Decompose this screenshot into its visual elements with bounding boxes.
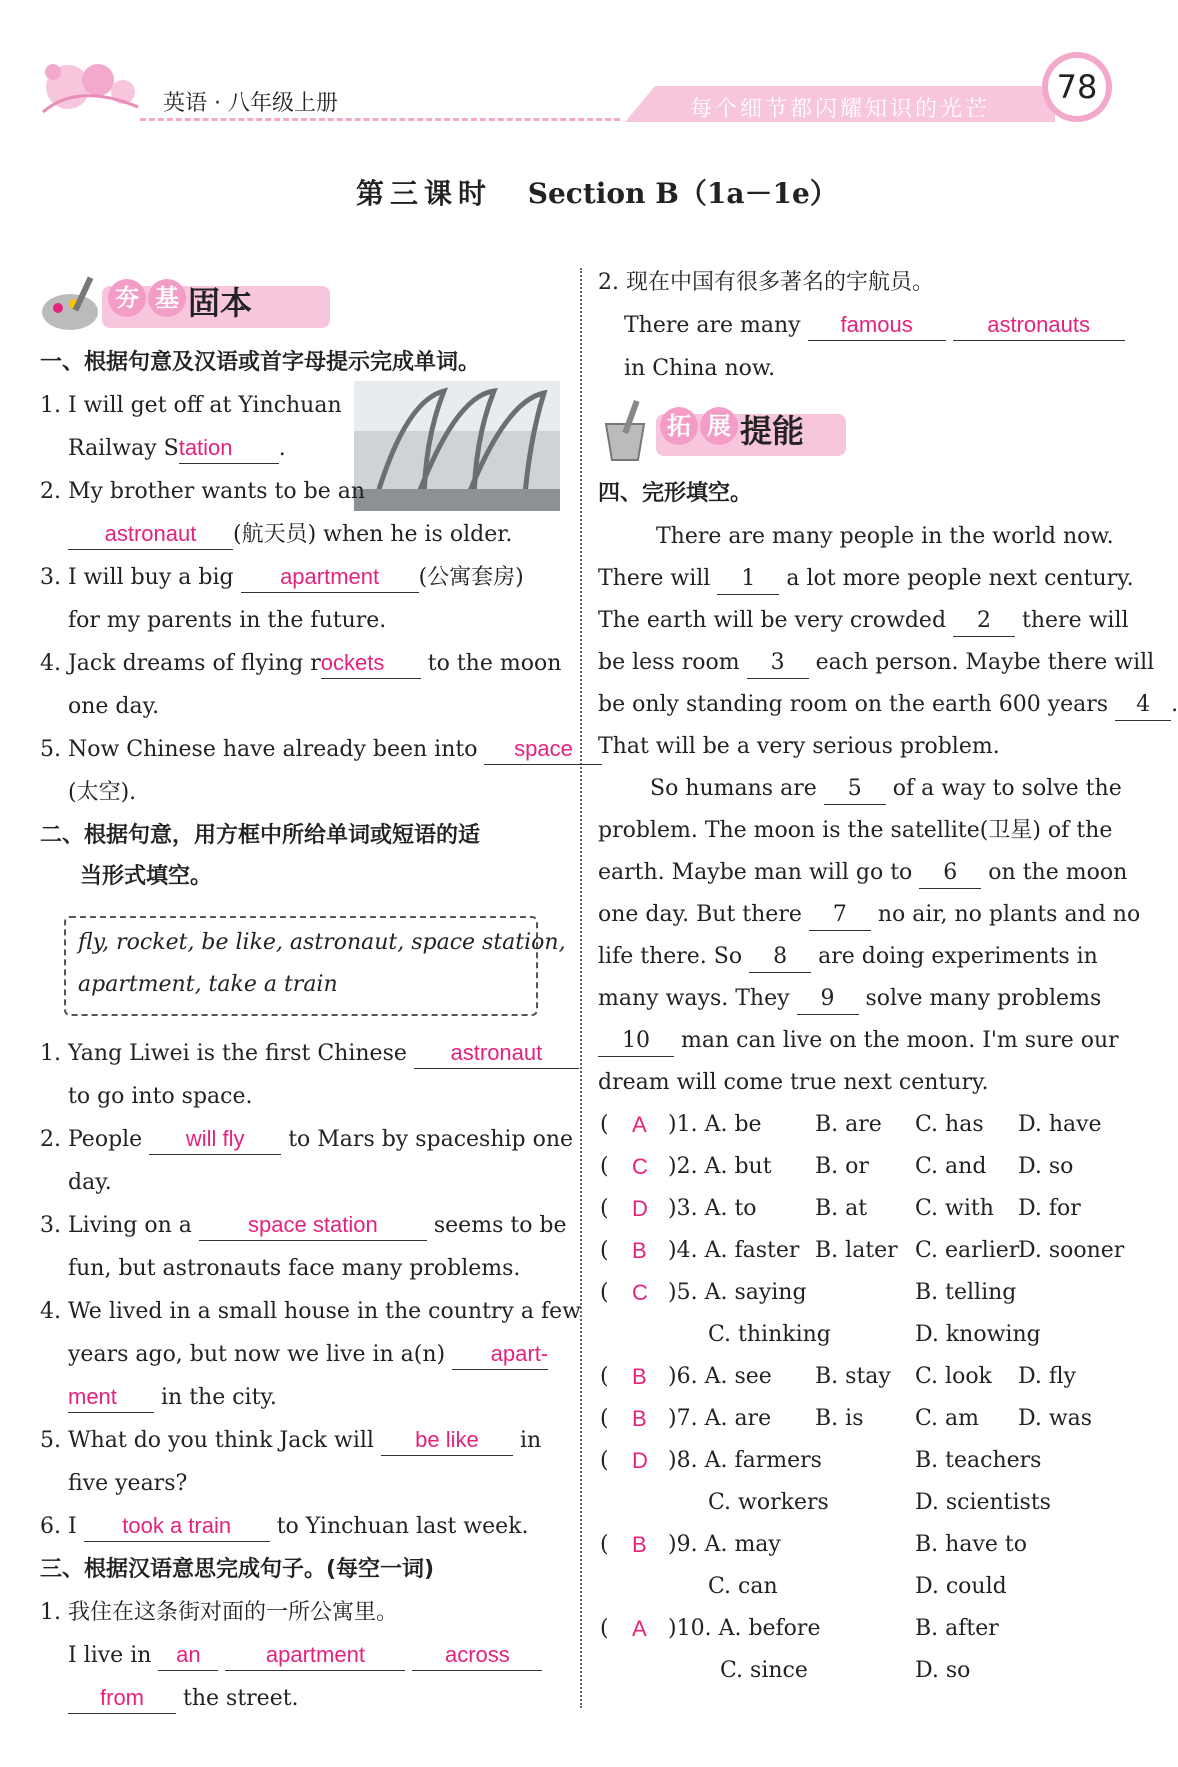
p1-q1-period: . bbox=[278, 436, 286, 461]
cloze-line13 bbox=[598, 1020, 1119, 1062]
choice-stem: )1. A. be bbox=[668, 1112, 762, 1137]
p2-q2-rest: to Mars by spaceship one bbox=[288, 1127, 574, 1152]
book-title: 英语 · 八年级上册 bbox=[163, 91, 338, 116]
cloze-text: many ways. They bbox=[598, 986, 790, 1011]
choice-option-d: D. could bbox=[915, 1574, 1007, 1599]
choice-option-c: C. look bbox=[915, 1364, 992, 1389]
p2-q1-line2: to go into space. bbox=[68, 1084, 253, 1109]
choice-option-d: D. so bbox=[1018, 1154, 1074, 1179]
cloze-line11 bbox=[598, 936, 1098, 978]
railway-station-photo bbox=[354, 381, 560, 511]
cloze-line10 bbox=[598, 894, 1140, 936]
choice-open-paren: ( bbox=[600, 1280, 609, 1305]
cloze-text: a lot more people next century. bbox=[786, 566, 1134, 591]
section-extension-banner bbox=[598, 396, 848, 466]
choice-answer[interactable]: C bbox=[632, 1280, 648, 1305]
choice-option-c: C. with bbox=[915, 1196, 994, 1221]
choice-option-c: C. can bbox=[708, 1574, 778, 1599]
p1-q3-line2: for my parents in the future. bbox=[68, 608, 387, 633]
cloze-text: be less room bbox=[598, 650, 740, 675]
cloze-text: one day. But there bbox=[598, 902, 802, 927]
p1-q4-line1 bbox=[40, 643, 561, 685]
choice-answer[interactable]: D bbox=[632, 1196, 648, 1221]
section-title-foundation: 固本 bbox=[188, 284, 253, 322]
cloze-blank-2[interactable]: 2 bbox=[953, 606, 1015, 637]
p2-q2-prefix: 2. People bbox=[40, 1127, 143, 1152]
choice-option-d: D. for bbox=[1018, 1196, 1081, 1221]
p2-q5-rest: in bbox=[519, 1428, 542, 1453]
cloze-text: life there. So bbox=[598, 944, 743, 969]
choice-option-c: C. and bbox=[915, 1154, 987, 1179]
choice-stem: )9. A. may bbox=[668, 1532, 781, 1557]
p1-q4-rest: to the moon bbox=[427, 651, 562, 676]
lesson-title-en: Section B（1a－1e） bbox=[527, 177, 838, 210]
choice-open-paren: ( bbox=[600, 1238, 609, 1263]
p2-q4-line1: 4. We lived in a small house in the country a few bbox=[40, 1299, 581, 1324]
choice-open-paren: ( bbox=[600, 1448, 609, 1473]
p3-q2-answer1[interactable]: famous bbox=[808, 310, 946, 341]
paint-bucket-icon bbox=[598, 400, 656, 462]
choice-option-d: D. fly bbox=[1018, 1364, 1076, 1389]
choice-option-b: B. have to bbox=[915, 1532, 1027, 1557]
word-box-line1: fly, rocket, be like, astronaut, space station, bbox=[78, 930, 566, 955]
p3-q2-line1 bbox=[624, 305, 1125, 347]
choice-answer[interactable]: A bbox=[632, 1616, 647, 1641]
cloze-text: So humans are bbox=[650, 776, 817, 801]
choice-answer[interactable]: D bbox=[632, 1448, 648, 1473]
p1-q2-line2 bbox=[68, 514, 512, 556]
p2-q5-prefix: 5. What do you think Jack will bbox=[40, 1428, 374, 1453]
p1-q3-answer[interactable]: apartment bbox=[241, 562, 419, 593]
p2-q4-line3 bbox=[68, 1377, 277, 1419]
p2-q1-line1 bbox=[40, 1033, 579, 1075]
p1-q2-line1: 2. My brother wants to be an bbox=[40, 479, 366, 504]
choice-open-paren: ( bbox=[600, 1112, 609, 1137]
p2-q3-line1 bbox=[40, 1205, 567, 1247]
choice-open-paren: ( bbox=[600, 1532, 609, 1557]
cloze-text: The earth will be very crowded bbox=[598, 608, 947, 633]
choice-option-b: B. stay bbox=[815, 1364, 891, 1389]
cloze-line14: dream will come true next century. bbox=[598, 1070, 989, 1095]
choice-answer[interactable]: B bbox=[632, 1238, 647, 1263]
choice-option-b: B. are bbox=[815, 1112, 882, 1137]
choice-option-b: B. at bbox=[815, 1196, 868, 1221]
cloze-text: are doing experiments in bbox=[818, 944, 1098, 969]
choice-answer[interactable]: A bbox=[632, 1112, 647, 1137]
choice-option-d: D. was bbox=[1018, 1406, 1093, 1431]
p2-q6-prefix: 6. I bbox=[40, 1514, 77, 1539]
choice-option-d: D. sooner bbox=[1018, 1238, 1125, 1263]
badge-tuo: 拓 bbox=[660, 407, 698, 445]
p1-q3-hint: (公寓套房) bbox=[418, 565, 524, 590]
p2-q6-rest: to Yinchuan last week. bbox=[276, 1514, 529, 1539]
p2-q3-prefix: 3. Living on a bbox=[40, 1213, 192, 1238]
cloze-text: . bbox=[1171, 692, 1178, 717]
cloze-line7 bbox=[650, 768, 1122, 810]
p1-q5-line1 bbox=[40, 729, 602, 771]
p3-q1-chinese: 1. 我住在这条街对面的一所公寓里。 bbox=[40, 1600, 398, 1625]
p3-q1-answer3[interactable]: across bbox=[412, 1640, 542, 1671]
choice-open-paren: ( bbox=[600, 1406, 609, 1431]
cloze-line2 bbox=[598, 558, 1134, 600]
badge-ji: 基 bbox=[148, 279, 186, 317]
column-divider bbox=[580, 268, 582, 1708]
choice-option-d: D. so bbox=[915, 1658, 971, 1683]
cloze-text: of a way to solve the bbox=[892, 776, 1122, 801]
p2-q5-line1 bbox=[40, 1420, 541, 1462]
cloze-blank-10[interactable]: 10 bbox=[598, 1026, 674, 1057]
cloze-line4 bbox=[598, 642, 1154, 684]
p1-q1-line2 bbox=[68, 428, 286, 470]
choice-option-b: B. or bbox=[815, 1154, 869, 1179]
cloze-blank-8[interactable]: 8 bbox=[749, 942, 811, 973]
section-foundation-banner bbox=[40, 268, 292, 338]
choice-option-b: B. after bbox=[915, 1616, 999, 1641]
cloze-blank-6[interactable]: 6 bbox=[919, 858, 981, 889]
cloze-blank-9[interactable]: 9 bbox=[797, 984, 859, 1015]
part1-heading: 一、根据句意及汉语或首字母提示完成单词。 bbox=[40, 350, 481, 375]
p1-q1-answer[interactable]: tation bbox=[179, 433, 279, 464]
cloze-blank-7[interactable]: 7 bbox=[809, 900, 871, 931]
section-title-extension: 提能 bbox=[740, 412, 805, 450]
page-number: 78 bbox=[1048, 58, 1106, 116]
choice-option-b: B. telling bbox=[915, 1280, 1017, 1305]
floral-ornament-icon bbox=[38, 52, 148, 122]
p3-q1-answer2[interactable]: apartment bbox=[225, 1640, 405, 1671]
choice-option-c: C. since bbox=[720, 1658, 808, 1683]
header bbox=[0, 0, 1160, 140]
cloze-line5 bbox=[598, 684, 1178, 726]
p1-q4-prefix: 4. Jack dreams of flying r bbox=[40, 651, 321, 676]
cloze-blank-4[interactable]: 4 bbox=[1115, 690, 1171, 721]
lesson-title bbox=[356, 172, 838, 212]
cloze-line6: That will be a very serious problem. bbox=[598, 734, 1000, 759]
word-box-line2: apartment, take a train bbox=[78, 972, 338, 997]
p2-q6-line1 bbox=[40, 1506, 529, 1548]
p3-q2-line2: in China now. bbox=[624, 356, 776, 381]
header-motto: 每个细节都闪耀知识的光芒 bbox=[690, 97, 991, 122]
badge-zhan: 展 bbox=[700, 407, 738, 445]
cloze-text: each person. Maybe there will bbox=[815, 650, 1155, 675]
badge-hang: 夯 bbox=[108, 279, 146, 317]
lesson-title-cn: 第三课时 bbox=[356, 177, 493, 210]
banner-badges bbox=[108, 278, 252, 324]
cloze-text: earth. Maybe man will go to bbox=[598, 860, 913, 885]
choice-option-b: B. teachers bbox=[915, 1448, 1042, 1473]
choice-stem: )3. A. to bbox=[668, 1196, 757, 1221]
choice-stem: )6. A. see bbox=[668, 1364, 772, 1389]
p1-q5-line2: (太空). bbox=[68, 780, 137, 805]
cloze-blank-5[interactable]: 5 bbox=[824, 774, 886, 805]
choice-option-b: B. is bbox=[815, 1406, 864, 1431]
p1-q1-line1: 1. I will get off at Yinchuan bbox=[40, 393, 342, 418]
choice-stem: )10. A. before bbox=[668, 1616, 821, 1641]
paint-palette-icon bbox=[40, 274, 104, 334]
p1-q2-rest: (航天员) when he is older. bbox=[233, 522, 513, 547]
p2-q1-prefix: 1. Yang Liwei is the first Chinese bbox=[40, 1041, 407, 1066]
choice-answer[interactable]: B bbox=[632, 1532, 647, 1557]
part2-heading-line1: 二、根据句意，用方框中所给单词或短语的适 bbox=[40, 823, 481, 848]
choice-option-d: D. knowing bbox=[915, 1322, 1041, 1347]
header-dashed-line bbox=[140, 118, 620, 121]
p2-q5-line2: five years? bbox=[68, 1471, 188, 1496]
banner-badges bbox=[660, 406, 804, 452]
choice-open-paren: ( bbox=[600, 1616, 609, 1641]
p3-q2-answer2[interactable]: astronauts bbox=[953, 310, 1125, 341]
p3-q2-chinese: 2. 现在中国有很多著名的宇航员。 bbox=[598, 270, 934, 295]
p2-q4-line2 bbox=[68, 1334, 548, 1376]
choice-stem: )8. A. farmers bbox=[668, 1448, 822, 1473]
p2-q2-answer[interactable]: will fly bbox=[149, 1124, 281, 1155]
p1-q4-line2: one day. bbox=[68, 694, 160, 719]
choice-option-b: B. later bbox=[815, 1238, 898, 1263]
p3-q1-answer1[interactable]: an bbox=[158, 1640, 218, 1671]
p1-q5-answer[interactable]: space bbox=[484, 734, 602, 765]
cloze-text: on the moon bbox=[988, 860, 1128, 885]
cloze-text: solve many problems bbox=[865, 986, 1102, 1011]
choice-answer[interactable]: B bbox=[632, 1406, 647, 1431]
p1-q3-line1 bbox=[40, 557, 524, 599]
choice-option-c: C. earlier bbox=[915, 1238, 1020, 1263]
cloze-line9 bbox=[598, 852, 1127, 894]
cloze-text: there will bbox=[1022, 608, 1129, 633]
p2-q6-answer[interactable]: took a train bbox=[84, 1511, 270, 1542]
p2-q3-line2: fun, but astronauts face many problems. bbox=[68, 1256, 521, 1281]
p3-q2-prefix: There are many bbox=[624, 313, 801, 338]
choice-option-d: D. have bbox=[1018, 1112, 1102, 1137]
choice-open-paren: ( bbox=[600, 1196, 609, 1221]
cloze-text: man can live on the moon. I'm sure our bbox=[681, 1028, 1119, 1053]
part3-heading: 三、根据汉语意思完成句子。(每空一词) bbox=[40, 1557, 435, 1582]
p2-q3-answer[interactable]: space station bbox=[199, 1210, 427, 1241]
part4-heading: 四、完形填空。 bbox=[598, 481, 753, 506]
p2-q2-line1 bbox=[40, 1119, 573, 1161]
p3-q1-line1 bbox=[68, 1635, 542, 1677]
choice-stem: )5. A. saying bbox=[668, 1280, 807, 1305]
cloze-text: There will bbox=[598, 566, 711, 591]
choice-option-c: C. workers bbox=[708, 1490, 829, 1515]
choice-option-c: C. has bbox=[915, 1112, 984, 1137]
cloze-text: no air, no plants and no bbox=[877, 902, 1141, 927]
cloze-line1: There are many people in the world now. bbox=[656, 524, 1114, 549]
choice-answer[interactable]: B bbox=[632, 1364, 647, 1389]
cloze-line12 bbox=[598, 978, 1101, 1020]
p3-q1-answer4[interactable]: from bbox=[68, 1683, 176, 1714]
cloze-blank-1[interactable]: 1 bbox=[717, 564, 779, 595]
p2-q4-rest: in the city. bbox=[161, 1385, 277, 1410]
part2-heading-line2: 当形式填空。 bbox=[80, 864, 213, 889]
choice-option-c: C. thinking bbox=[708, 1322, 831, 1347]
choice-stem: )7. A. are bbox=[668, 1406, 772, 1431]
p2-q3-rest: seems to be bbox=[433, 1213, 567, 1238]
choice-option-c: C. am bbox=[915, 1406, 980, 1431]
choice-open-paren: ( bbox=[600, 1154, 609, 1179]
choice-stem: )2. A. but bbox=[668, 1154, 772, 1179]
choice-open-paren: ( bbox=[600, 1364, 609, 1389]
choice-answer[interactable]: C bbox=[632, 1154, 648, 1179]
cloze-text: be only standing room on the earth 600 years bbox=[598, 692, 1109, 717]
cloze-line8: problem. The moon is the satellite(卫星) of the bbox=[598, 818, 1113, 843]
p1-q2-answer[interactable]: astronaut bbox=[68, 519, 233, 550]
p2-q2-line2: day. bbox=[68, 1170, 112, 1195]
choice-stem: )4. A. faster bbox=[668, 1238, 800, 1263]
p3-q1-line2 bbox=[68, 1678, 299, 1720]
p2-q4-prefix: years ago, but now we live in a(n) bbox=[68, 1342, 446, 1367]
p1-q1-prefix: Railway S bbox=[68, 436, 179, 461]
p1-q5-prefix: 5. Now Chinese have already been into bbox=[40, 737, 478, 762]
p1-q4-answer[interactable]: ockets bbox=[321, 648, 421, 679]
p2-q5-answer[interactable]: be like bbox=[381, 1425, 513, 1456]
p2-q4-answer-part2[interactable]: ment bbox=[68, 1382, 154, 1413]
p1-q3-prefix: 3. I will buy a big bbox=[40, 565, 234, 590]
cloze-blank-3[interactable]: 3 bbox=[747, 648, 809, 679]
word-box bbox=[64, 916, 566, 1016]
p2-q1-answer[interactable]: astronaut bbox=[414, 1038, 579, 1069]
cloze-line3 bbox=[598, 600, 1129, 642]
p3-q1-prefix: I live in bbox=[68, 1643, 152, 1668]
p3-q1-rest: the street. bbox=[183, 1686, 299, 1711]
choice-option-d: D. scientists bbox=[915, 1490, 1051, 1515]
p2-q4-answer-part1[interactable]: apart- bbox=[452, 1339, 548, 1370]
